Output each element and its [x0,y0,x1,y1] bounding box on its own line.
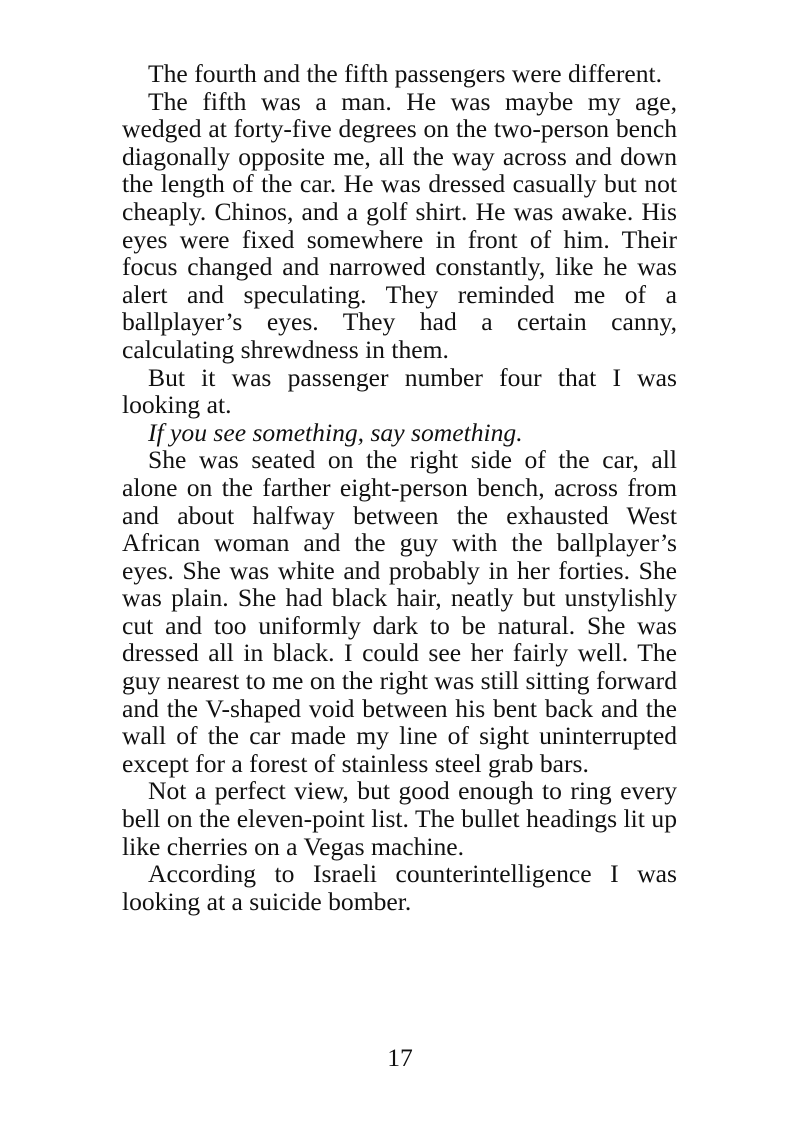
page-number: 17 [387,1043,413,1072]
paragraph: According to Israeli counterintelligence I was looking at a suicide bomber. [122,859,677,916]
italic-paragraph: If you see something, say something. [148,417,523,447]
body-text [122,60,677,915]
paragraph: Not a perfect view, but good enough to ring every bell on the eleven-point list. The bullet headings lit up like cherries on a Vegas machine. [122,776,677,861]
paragraph: But it was passenger number four that I was looking at. [122,362,677,420]
paragraph: She was seated on the right side of the car, all alone on the farther eight-person bench, across from and about halfway between the exhausted West African woman and the guy with the ballplayer’s eyes. She was white and probably in her forties. She was plain. She had black hair, neatly but unstylishly cut and too uniformly dark to be natural. She was dressed all in black. I could see her fairly well. The guy nearest to me on the right was still sitting forward and the V-shaped void between his bent back and the wall of the car made my line of sight uninterrupted except for a forest of stainless steel grab bars. [122,445,677,778]
paragraph: The fourth and the fifth passengers were different. [148,59,663,88]
paragraph: The fifth was a man. He was maybe my age, wedged at forty-five degrees on the two-person bench diagonally opposite me, all the way across and down the length of the car. He was dressed casually but not cheaply. Chinos, and a golf shirt. He was awake. His eyes were fixed somewhere in front of him. Their focus changed and narrowed constantly, like he was alert and speculating. They reminded me of a ballplayer’s eyes. They had a certain canny, calculating shrewdness in them. [122,86,677,364]
